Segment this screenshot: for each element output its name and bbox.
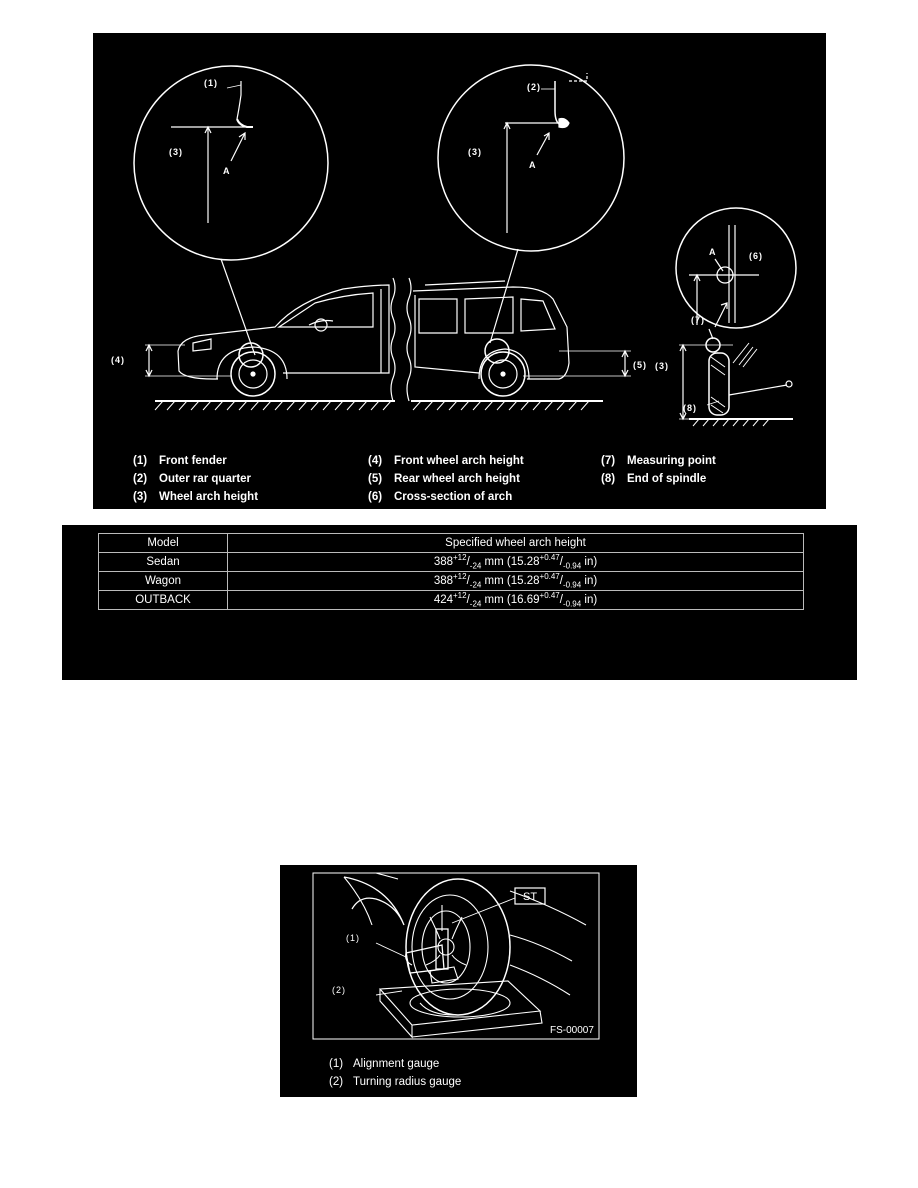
table-row <box>99 572 804 591</box>
wheel-arch-spec-table <box>98 533 804 610</box>
figure-code: FS-00007 <box>550 1025 594 1036</box>
callout-4: (4) <box>111 355 125 365</box>
callout-5: (5) <box>633 360 647 370</box>
legend-item-8: (8) End of spindle <box>601 473 707 485</box>
header-spec: Specified wheel arch height <box>228 534 804 553</box>
row-spec: $388^{+12}/_{-24}$ mm ($15.28^{+0.47}/_{-0.94}$ in) <box>228 572 804 591</box>
row-model: Wagon <box>99 572 228 591</box>
alignment-gauge-figure <box>280 865 637 1097</box>
row-spec: $424^{+12}/_{-24}$ mm ($16.69^{+0.47}/_{-0.94}$ in) <box>228 591 804 610</box>
wheel-arch-figure <box>93 33 826 509</box>
gauge-caption-2: (2) Turning radius gauge <box>329 1076 462 1088</box>
gauge-callout-2: (2) <box>332 985 346 995</box>
legend-item-5: (5) Rear wheel arch height <box>368 473 520 485</box>
legend-item-7: (7) Measuring point <box>601 455 716 467</box>
st-label: ST <box>523 891 538 903</box>
callout-7: (7) <box>691 315 705 325</box>
callout-a-rear: A <box>529 160 537 170</box>
callout-6: (6) <box>749 251 763 261</box>
gauge-callout-1: (1) <box>346 933 360 943</box>
callout-3-side: (3) <box>655 361 669 371</box>
callout-3-rear: (3) <box>468 147 482 157</box>
table-row <box>99 553 804 572</box>
callout-a-front: A <box>223 166 231 176</box>
gauge-caption-1: (1) Alignment gauge <box>329 1058 440 1070</box>
callout-3-front: (3) <box>169 147 183 157</box>
legend-item-6: (6) Cross-section of arch <box>368 491 513 503</box>
row-model: OUTBACK <box>99 591 228 610</box>
callout-8: (8) <box>683 403 697 413</box>
legend-item-2: (2) Outer rar quarter <box>133 473 252 485</box>
table-header-row <box>99 534 804 553</box>
spec-table-panel <box>62 525 857 680</box>
callout-1: (1) <box>204 78 218 88</box>
legend-item-1: (1) Front fender <box>133 455 227 467</box>
table-row <box>99 591 804 610</box>
callout-2: (2) <box>527 82 541 92</box>
legend-item-3: (3) Wheel arch height <box>133 491 259 503</box>
header-model: Model <box>99 534 228 553</box>
row-spec: $388^{+12}/_{-24}$ mm ($15.28^{+0.47}/_{-0.94}$ in) <box>228 553 804 572</box>
legend-item-4: (4) Front wheel arch height <box>368 455 524 467</box>
wheel-arch-illustration <box>93 33 826 509</box>
row-model: Sedan <box>99 553 228 572</box>
callout-a-detail: A <box>709 247 717 257</box>
